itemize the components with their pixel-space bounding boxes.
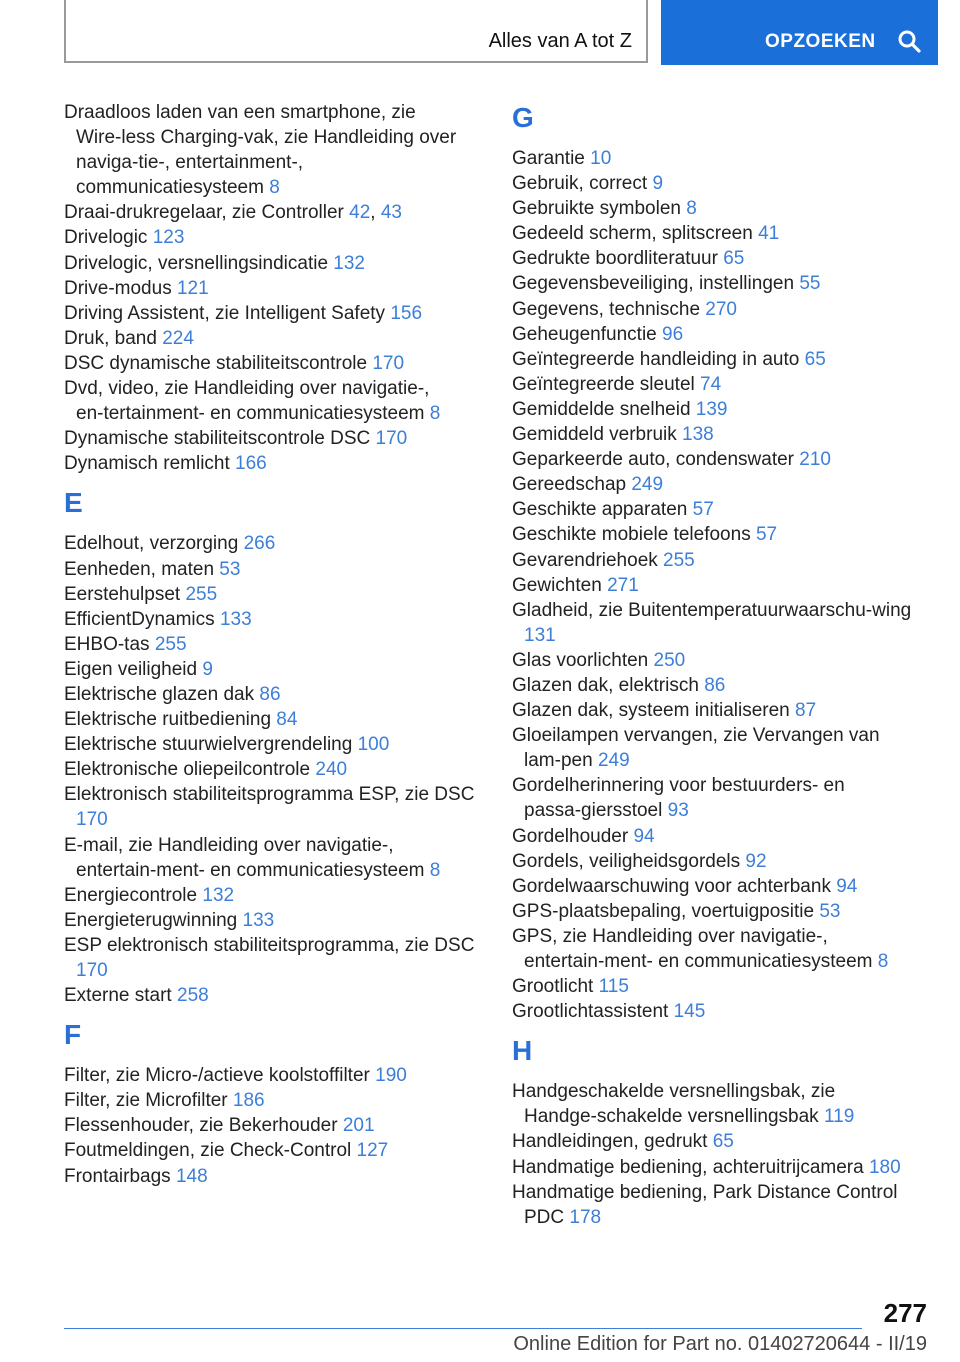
index-entry-text: Geschikte mobiele telefoons (512, 524, 751, 546)
index-entry (64, 531, 480, 556)
index-entry (512, 196, 922, 221)
index-entry-text: Gevarendriehoek (512, 549, 658, 571)
index-page-link[interactable]: 55 (799, 273, 821, 295)
index-entry (512, 221, 922, 246)
index-letter-heading: G (512, 102, 534, 133)
index-page-link[interactable]: 8 (877, 951, 889, 972)
index-entry-text: Handmatige bediening, Park Distance Control PDC (512, 1181, 898, 1228)
index-entry-text: Drivelogic, versnellingsindicatie (64, 252, 329, 274)
index-entry (512, 548, 922, 573)
index-entry-text: Elektronisch stabiliteitsprogramma ESP, zie DSC (64, 784, 475, 806)
index-entry-text: Gordelherinnering voor bestuurders‑ en passa‑giersstoel (512, 775, 845, 822)
index-page-link[interactable]: 255 (663, 549, 695, 571)
index-page-link[interactable]: 96 (662, 323, 684, 345)
index-entry-text: Glas voorlichten (512, 649, 649, 671)
index-entry (64, 451, 480, 476)
index-entry (512, 974, 922, 999)
index-page-link[interactable]: 180 (868, 1156, 901, 1178)
index-entry-text: Draai‑drukregelaar, zie Controller (64, 202, 344, 224)
index-entry-text: DSC dynamische stabiliteitscontrole (64, 352, 368, 374)
index-entry (64, 301, 480, 326)
index-entry-text: Grootlichtassistent (512, 1001, 669, 1023)
index-page-link[interactable]: 8 (686, 198, 697, 220)
index-entry-text: Handgeschakelde versnellingsbak, zie Handge‑schakelde versnellingsbak (512, 1081, 836, 1128)
index-entry-text: Filter, zie Microfilter (64, 1090, 228, 1112)
index-entry (64, 883, 480, 908)
index-page-link[interactable]: 132 (202, 884, 235, 906)
index-page-link[interactable]: 201 (342, 1115, 375, 1137)
index-entry (64, 632, 480, 657)
index-page-link[interactable]: 166 (235, 453, 267, 475)
index-page-link[interactable]: 210 (799, 449, 831, 471)
index-page-link[interactable]: 115 (598, 976, 629, 998)
index-page-link[interactable]: 271 (607, 574, 639, 596)
index-page-link[interactable]: 250 (653, 649, 686, 671)
index-entry-text: Edelhout, verzorging (64, 533, 239, 555)
index-entry-text: Flessenhouder, zie Bekerhouder (64, 1115, 338, 1137)
index-entry (512, 924, 922, 974)
index-entry-text: Driving Assistent, zie Intelligent Safety (64, 302, 386, 324)
index-entry (64, 1063, 480, 1088)
index-page-link[interactable]: 170 (372, 352, 405, 374)
index-entry-text: GPS, zie Handleiding over navigatie‑, entertain‑ment‑ en communicatiesysteem (512, 925, 873, 972)
index-entry (64, 682, 480, 707)
index-page-link[interactable]: 57 (755, 524, 778, 546)
index-entry-text: EHBO‑tas (64, 633, 150, 655)
search-button-label: OPZOEKEN (765, 31, 876, 52)
index-entry (64, 833, 480, 883)
index-page-link[interactable]: 43 (380, 202, 402, 224)
index-entry-text: Foutmeldingen, zie Check‑Control (64, 1140, 352, 1162)
index-page-link[interactable]: 65 (723, 248, 745, 270)
index-entry-text: Geïntegreerde sleutel (512, 373, 695, 395)
index-entry-text: Elektrische ruitbediening (64, 709, 272, 731)
index-page-link[interactable]: 133 (242, 909, 275, 931)
index-entry (64, 225, 480, 250)
index-entry-text: Gordelhouder (512, 825, 629, 847)
index-entry (512, 171, 922, 196)
index-entry-text: Glazen dak, systeem initialiseren (512, 700, 790, 722)
index-entry-text: Gegevens, technische (512, 298, 701, 320)
index-entry (512, 849, 922, 874)
index-entry-text: Gewichten (512, 574, 602, 596)
index-entry-text: Gordelwaarschuwing voor achterbank (512, 875, 831, 897)
index-entry-text: Glazen dak, elektrisch (512, 674, 699, 696)
index-entry (64, 782, 480, 832)
index-entry (512, 874, 922, 899)
index-entry (64, 607, 480, 632)
index-entry-text: Garantie (512, 148, 585, 169)
index-letter-heading: F (64, 1019, 82, 1051)
index-page-link[interactable]: 9 (652, 173, 664, 195)
index-entry-text: Geparkeerde auto, condenswater (512, 449, 795, 471)
index-tab-label: Alles van A tot Z (488, 30, 632, 52)
index-page-link[interactable]: 132 (333, 252, 365, 274)
index-letter-heading: H (512, 1035, 533, 1067)
index-page-link[interactable]: 53 (219, 558, 241, 580)
index-page-link[interactable]: 240 (315, 759, 348, 781)
index-entry (64, 326, 480, 351)
index-entry (512, 246, 922, 271)
index-entry (512, 723, 922, 773)
index-page-link[interactable]: 139 (695, 398, 728, 420)
index-entry-text: Energiecontrole (64, 884, 198, 906)
index-page-link[interactable]: 42 (349, 202, 371, 224)
index-entry-text: Elektrische stuurwielvergrendeling (64, 734, 353, 756)
index-entry (512, 1129, 922, 1154)
index-entry (64, 983, 480, 1008)
index-entry-text: Gladheid, zie Buitentemperatuurwaarschu‑wing (512, 599, 912, 621)
index-column-left (64, 100, 480, 1189)
index-entry-text: Elektrische glazen dak (64, 683, 255, 705)
index-tab[interactable] (64, 0, 648, 63)
index-entry (512, 472, 922, 497)
index-page-link[interactable]: 170 (76, 809, 108, 831)
index-page-link[interactable]: 266 (243, 533, 276, 555)
index-entry-text: Eenheden, maten (64, 558, 215, 580)
index-entry (512, 447, 922, 472)
index-page-link[interactable]: 92 (745, 850, 767, 872)
index-page-link[interactable]: 178 (569, 1206, 602, 1228)
index-entry-text: Eigen veiligheid (64, 658, 198, 680)
index-page-link[interactable]: 65 (712, 1131, 734, 1153)
index-entry (64, 426, 480, 451)
index-page-link[interactable]: 249 (631, 474, 664, 496)
index-entry (512, 999, 922, 1024)
index-page-link[interactable]: 94 (633, 825, 655, 847)
index-entry-text: Gloeilampen vervangen, zie Vervangen van lam‑pen (512, 725, 880, 772)
index-page-link[interactable]: 145 (673, 1001, 706, 1023)
footer-divider (64, 1328, 862, 1329)
index-entry (512, 522, 922, 547)
index-entry-text: Grootlicht (512, 976, 594, 998)
index-entry (512, 1079, 922, 1129)
index-entry: Draai‑drukregelaar, zie Controller 42, 43 (64, 202, 402, 224)
index-entry-text: Gordels, veiligheidsgordels (512, 850, 741, 872)
index-entry-text: Dynamisch remlicht (64, 453, 230, 475)
index-page-link[interactable]: 86 (704, 674, 726, 696)
index-entry (64, 276, 480, 301)
index-entry (512, 422, 922, 447)
index-page-link[interactable]: 133 (219, 608, 252, 630)
index-entry-text: Handmatige bediening, achteruitrijcamera (512, 1156, 864, 1178)
index-page-link[interactable]: 84 (276, 709, 298, 731)
index-entry (512, 347, 922, 372)
index-entry (64, 757, 480, 782)
index-entry (64, 351, 480, 376)
index-page-link[interactable]: 8 (429, 859, 441, 881)
index-page-link[interactable]: 148 (175, 1165, 208, 1187)
index-page-link[interactable]: 255 (154, 633, 187, 655)
index-entry-text: Frontairbags (64, 1165, 171, 1187)
index-entry (64, 1138, 480, 1163)
index-entry (512, 271, 922, 296)
index-entry-text: Gedrukte boordliteratuur (512, 248, 718, 270)
index-page-link[interactable]: 121 (176, 277, 209, 299)
search-icon (897, 29, 921, 53)
index-page-link[interactable]: 74 (700, 373, 722, 395)
index-page-link[interactable]: 190 (375, 1065, 407, 1087)
index-page-link[interactable]: 249 (597, 750, 630, 772)
index-page-link[interactable]: 258 (177, 985, 209, 1007)
index-entry-text: Druk, band (64, 327, 157, 349)
index-entry (64, 1088, 480, 1113)
index-entry-text: EfficientDynamics (64, 608, 215, 630)
index-entry-text: Gemiddeld verbruik (512, 424, 677, 446)
index-entry (512, 497, 922, 522)
index-entry-text: E‑mail, zie Handleiding over navigatie‑, entertain‑ment‑ en communicatiesysteem (64, 834, 425, 881)
index-entry (64, 908, 480, 933)
index-entry-text: Drivelogic (64, 227, 148, 249)
index-entry (512, 297, 922, 322)
index-entry (64, 582, 480, 607)
index-entry-text: Handleidingen, gedrukt (512, 1131, 708, 1153)
index-entry-text: Gemiddelde snelheid (512, 398, 691, 420)
index-entry-text: Dynamische stabiliteitscontrole DSC (64, 428, 371, 450)
index-page-link[interactable]: 270 (705, 298, 737, 320)
index-entry-text: Gereedschap (512, 474, 627, 496)
index-entry (512, 824, 922, 849)
index-entry (512, 1155, 922, 1180)
index-column-right (512, 100, 922, 1230)
index-entry (512, 372, 922, 397)
index-entry (64, 732, 480, 757)
index-page-link[interactable]: 86 (259, 683, 281, 705)
index-page-link[interactable]: 53 (819, 900, 841, 922)
index-entry-text: Gebruikte symbolen (512, 198, 681, 220)
index-page-link[interactable]: 255 (185, 583, 218, 605)
index-page-link[interactable]: 123 (152, 227, 185, 249)
index-entry (64, 933, 480, 983)
index-entry-text: Geïntegreerde handleiding in auto (512, 348, 800, 370)
index-page-link[interactable]: 119 (823, 1106, 855, 1128)
index-entry-text: Elektronische oliepeilcontrole (64, 759, 311, 781)
search-button[interactable] (661, 0, 938, 65)
index-entry (64, 376, 480, 426)
index-entry (512, 899, 922, 924)
index-entry (512, 698, 922, 723)
index-entry (64, 1164, 480, 1189)
index-page-link[interactable]: 8 (269, 177, 280, 199)
index-entry-text: GPS‑plaatsbepaling, voertuigpositie (512, 900, 815, 922)
index-entry-text: Eerstehulpset (64, 583, 181, 605)
index-entry (64, 657, 480, 682)
index-letter-heading: E (64, 487, 83, 519)
index-entry-text: ESP elektronisch stabiliteitsprogramma, zie DSC (64, 934, 475, 956)
index-page-link[interactable]: 8 (429, 403, 441, 425)
index-page-link[interactable]: 87 (795, 700, 817, 722)
index-page-link[interactable]: 138 (682, 424, 714, 446)
index-entry (512, 397, 922, 422)
index-entry-text: Gebruik, correct (512, 173, 648, 195)
index-page-link[interactable]: 94 (836, 875, 858, 897)
index-entry (512, 673, 922, 698)
index-page-link[interactable]: 9 (202, 658, 213, 680)
index-entry-text: Filter, zie Micro‑/actieve koolstoffilter (64, 1065, 370, 1087)
index-entry-text: Gegevensbeveiliging, instellingen (512, 273, 795, 295)
index-entry-text: Dvd, video, zie Handleiding over navigatie‑, en‑tertainment‑ en communicatiesysteem (64, 378, 430, 425)
index-page-link[interactable]: 93 (667, 800, 689, 822)
index-entry (64, 1113, 480, 1138)
index-entry-text: Externe start (64, 985, 172, 1007)
index-page-link[interactable]: 156 (390, 302, 423, 324)
index-entry (64, 251, 480, 276)
index-entry (64, 100, 480, 200)
index-page-link[interactable]: 170 (375, 428, 408, 450)
index-entry-text: Energieterugwinning (64, 909, 238, 931)
index-page-link[interactable]: 41 (758, 223, 780, 245)
index-entry (64, 707, 480, 732)
index-entry-text: Draadloos laden van een smartphone, zie Wire‑less Charging‑vak, zie Handleiding over naviga‑tie‑, entertainment‑, communicatiesysteem (64, 102, 457, 199)
index-entry (512, 598, 922, 648)
index-page-link[interactable]: 131 (524, 624, 556, 646)
index-entry (512, 322, 922, 347)
index-entry (512, 146, 922, 171)
index-entry (512, 773, 922, 823)
page-number: 277 (883, 1298, 927, 1328)
index-entry (512, 1180, 922, 1230)
index-page-link[interactable]: 10 (590, 148, 612, 169)
index-entry-text: Geheugenfunctie (512, 323, 657, 345)
index-entry (512, 648, 922, 673)
index-entry-text: Drive‑modus (64, 277, 172, 299)
index-page-link[interactable]: 127 (356, 1140, 389, 1162)
index-page-link[interactable]: 186 (232, 1090, 265, 1112)
index-entry (512, 573, 922, 598)
index-page-link[interactable]: 170 (76, 960, 108, 981)
index-page-link[interactable]: 224 (162, 327, 194, 349)
footer-edition-text: Online Edition for Part no. 01402720644 - II/19 (513, 1333, 927, 1355)
index-entry-text: Gedeeld scherm, splitscreen (512, 223, 753, 245)
index-page-link[interactable]: 57 (692, 499, 714, 521)
index-page-link[interactable]: 65 (804, 348, 826, 370)
index-page-link[interactable]: 100 (357, 734, 390, 756)
index-entry-text: Geschikte apparaten (512, 499, 688, 521)
index-entry (64, 557, 480, 582)
